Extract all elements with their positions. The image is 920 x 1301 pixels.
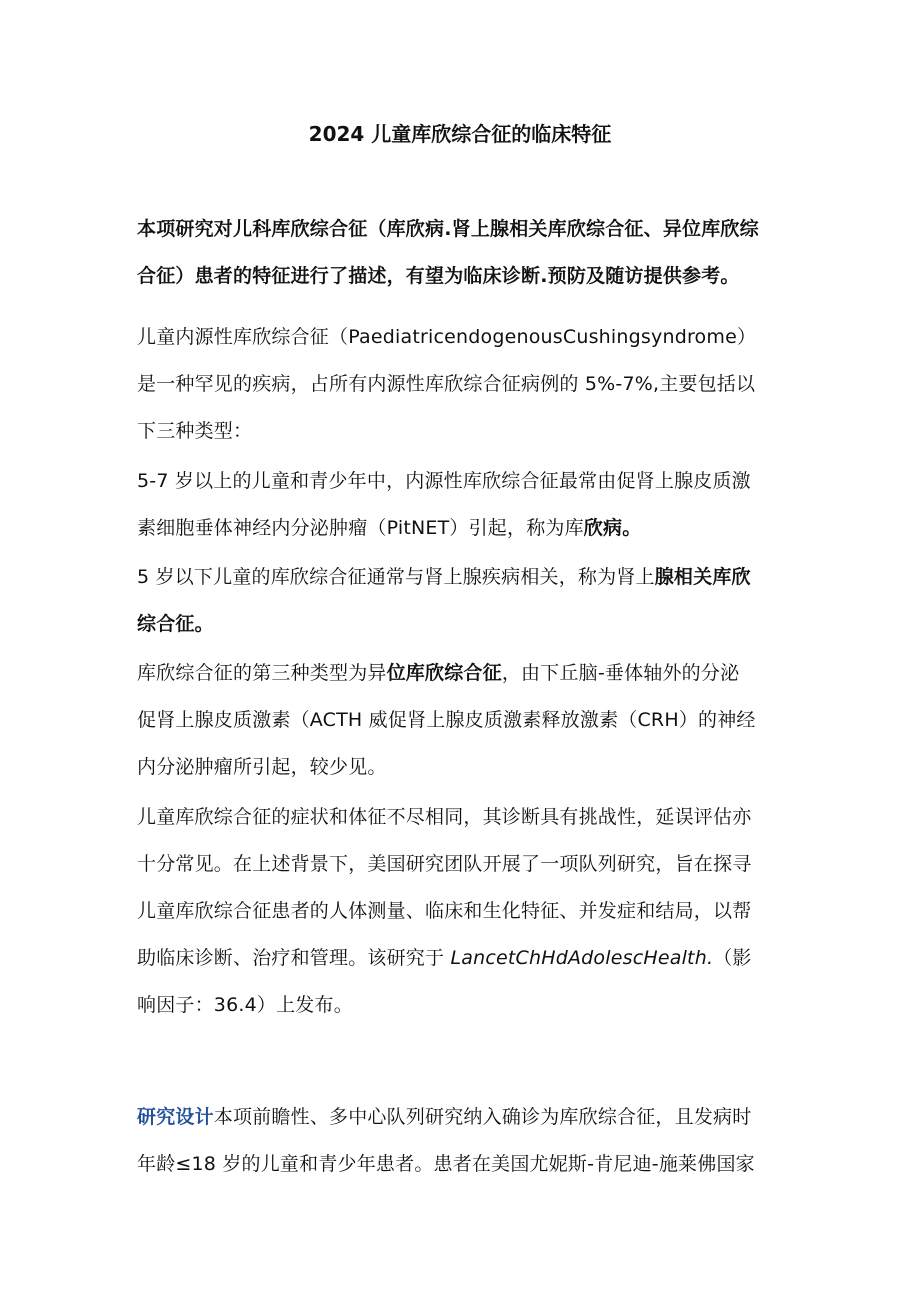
document-title: 2024 儿童库欣综合征的临床特征 <box>308 122 612 146</box>
p1-line-3: 下三种类型： <box>137 420 253 442</box>
paragraph-ectopic-cushing <box>137 650 787 791</box>
p2-line-2-bold: 欣病。 <box>583 517 642 539</box>
p5-line-3: 儿童库欣综合征患者的人体测量、临床和生化特征、并发症和结局，以帮 <box>137 900 752 922</box>
p4-line-2: 促肾上腺皮质激素（ACTH 威促肾上腺皮质激素释放激素（CRH）的神经 <box>137 709 756 731</box>
p1-line-2: 是一种罕见的疾病，占所有内源性库欣综合征病例的 5%-7%,主要包括以 <box>137 373 756 395</box>
p6-line-1-text: 本项前瞻性、多中心队列研究纳入确诊为库欣综合征，且发病时 <box>213 1106 752 1128</box>
p1-line-1: 儿童内源性库欣综合征（PaediatricendogenousCushingsyndrome） <box>137 326 757 348</box>
p4-line-1-text-b: ，由下丘脑-垂体轴外的分泌 <box>501 662 740 684</box>
p4-line-1 <box>137 650 787 697</box>
p3-line-1-bold: 腺相关库欣 <box>654 566 751 588</box>
p4-line-1-bold: 位库欣综合征 <box>386 662 502 684</box>
intro-line-2: 合征）患者的特征进行了描述，有望为临床诊断.预防及随访提供参考。 <box>137 265 740 287</box>
p5-line-5: 响因子：36.4）上发布。 <box>137 994 353 1016</box>
p3-line-1 <box>137 554 787 601</box>
paragraph-adrenal-cushing <box>137 554 787 648</box>
study-design-label: 研究设计 <box>137 1106 214 1128</box>
p2-line-2 <box>137 505 787 552</box>
p3-line-2: 综合征。 <box>137 613 214 635</box>
p5-line-4-text: 助临床诊断、治疗和管理。该研究于 <box>137 947 451 969</box>
p6-line-2: 年龄≤18 岁的儿童和青少年患者。患者在美国尤妮斯-肯尼迪-施莱佛国家 <box>137 1153 755 1175</box>
paragraph-cushing-disease <box>137 458 787 552</box>
p3-line-1-text: 5 岁以下儿童的库欣综合征通常与肾上腺疾病相关，称为肾上 <box>137 566 655 588</box>
journal-name: LancetChHdAdolescHealth. <box>450 947 714 969</box>
p5-line-4-tail: （影 <box>713 947 752 969</box>
p5-line-4 <box>137 935 787 982</box>
p4-line-3: 内分泌肿瘤所引起，较少见。 <box>137 756 387 778</box>
intro-paragraph <box>137 206 787 300</box>
paragraph-definition <box>137 314 787 455</box>
paragraph-background <box>137 794 787 1029</box>
p5-line-1: 儿童库欣综合征的症状和体征不尽相同，其诊断具有挑战性，延误评估亦 <box>137 806 752 828</box>
p6-line-1 <box>137 1094 787 1141</box>
p5-line-2: 十分常见。在上述背景下，美国研究团队开展了一项队列研究，旨在探寻 <box>137 853 752 875</box>
p4-line-1-text-a: 库欣综合征的第三种类型为异 <box>137 662 387 684</box>
p2-line-1: 5-7 岁以上的儿童和青少年中，内源性库欣综合征最常由促肾上腺皮质激 <box>137 470 751 492</box>
p2-line-2-text: 素细胞垂体神经内分泌肿瘤（PitNET）引起，称为库 <box>137 517 584 539</box>
paragraph-study-design <box>137 1094 787 1188</box>
intro-line-1: 本项研究对儿科库欣综合征（库欣病.肾上腺相关库欣综合征、异位库欣综 <box>137 218 759 240</box>
